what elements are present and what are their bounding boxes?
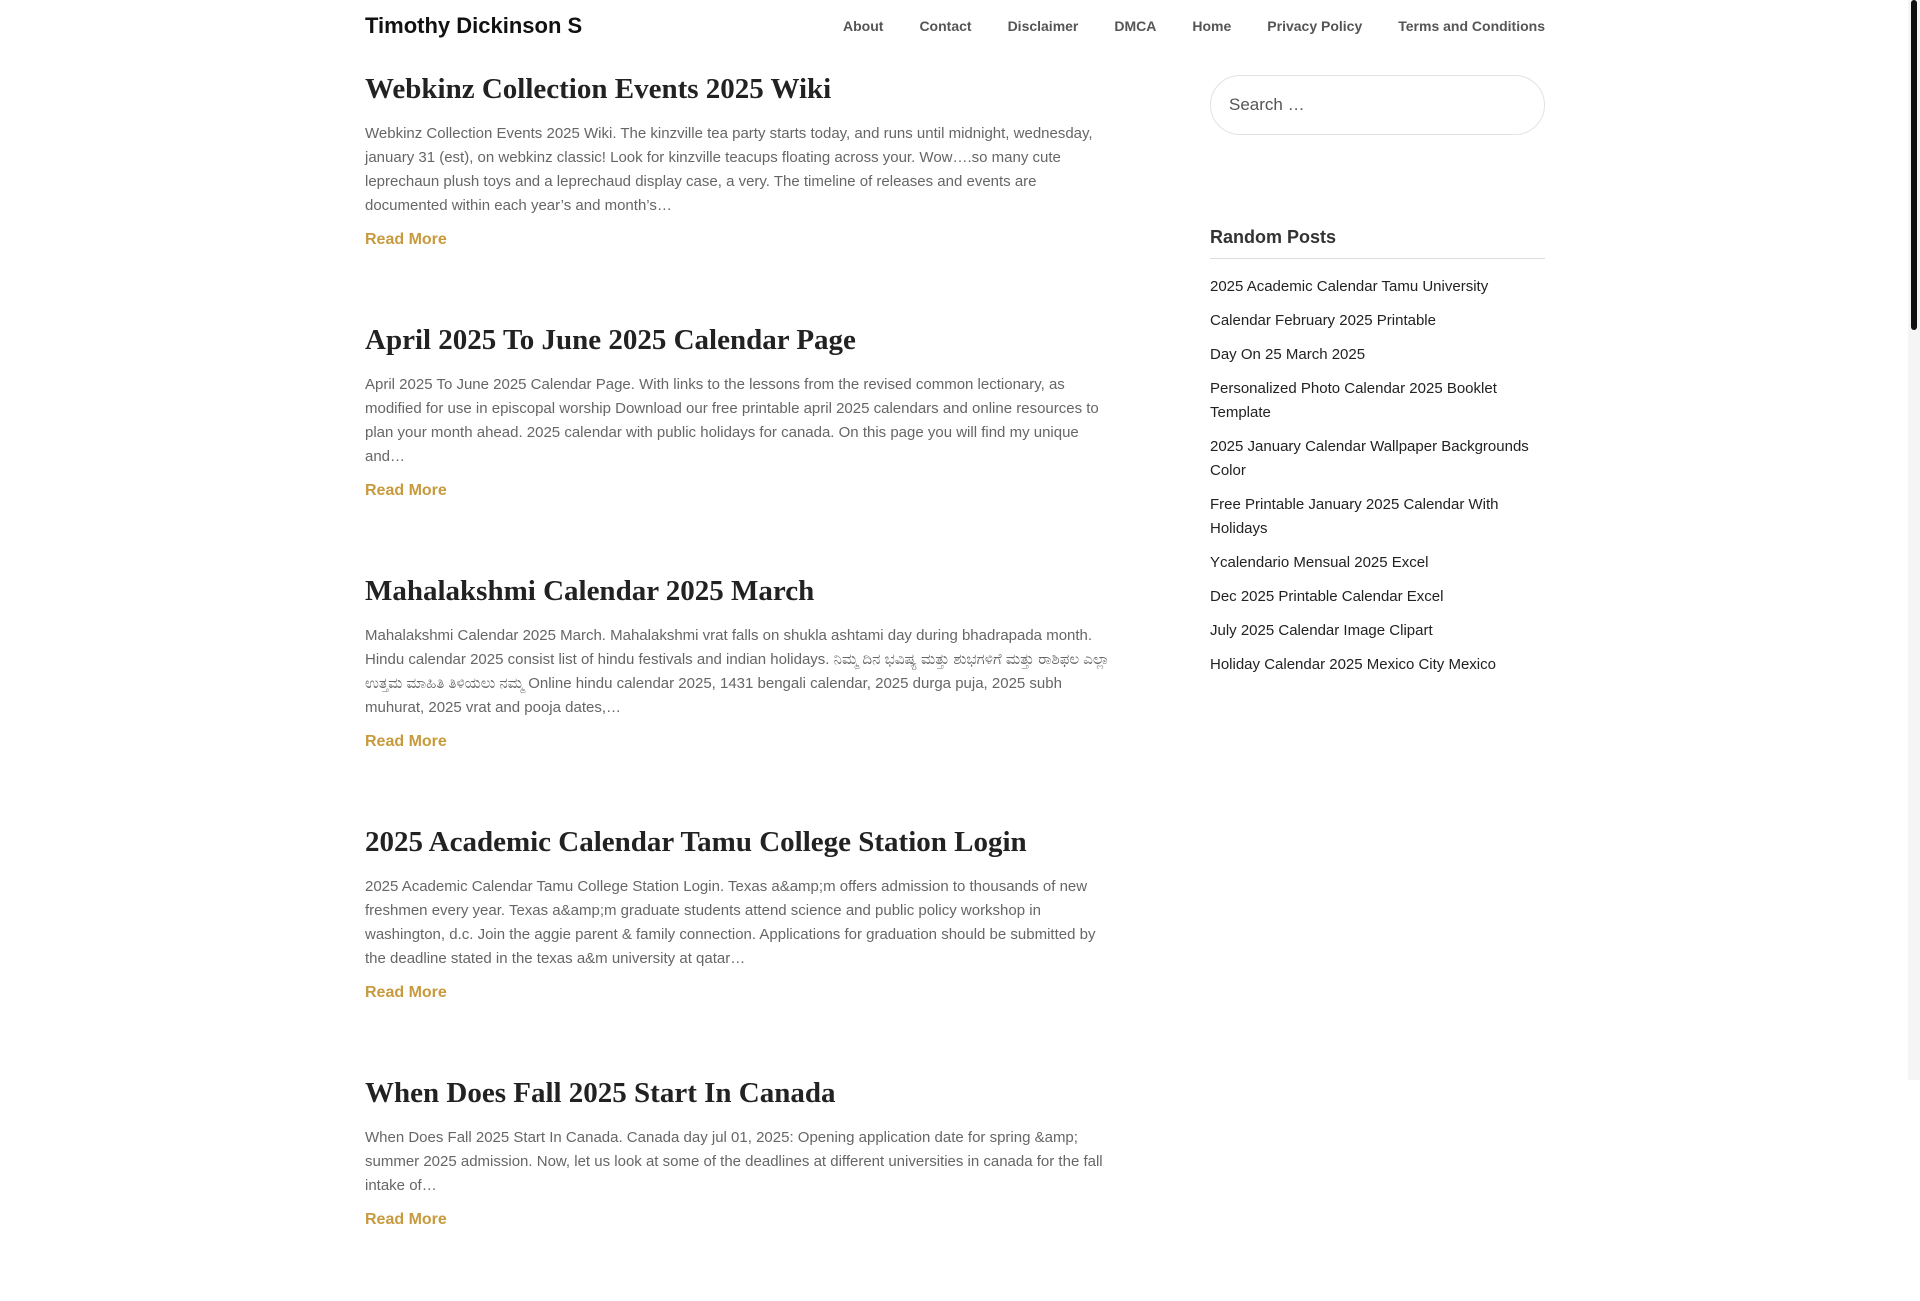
list-item	[1210, 377, 1550, 425]
post-excerpt: 2025 Academic Calendar Tamu College Station Login. Texas a&amp;m offers admission to thousands of new freshmen every year. Texas a&amp;m graduate students attend science and public policy workshop in washington, d.c. Join the aggie parent & family connection. Applications for graduation should be submitted by the deadline stated in the texas a&m university at qatar…	[365, 878, 1096, 967]
list-item	[1210, 493, 1550, 541]
random-post-link[interactable]: Ycalendario Mensual 2025 Excel	[1210, 554, 1429, 571]
site-header	[365, 0, 1545, 52]
nav-disclaimer[interactable]: Disclaimer	[1007, 18, 1079, 34]
random-post-link[interactable]: Free Printable January 2025 Calendar With Holidays	[1210, 496, 1499, 537]
random-post-link[interactable]: July 2025 Calendar Image Clipart	[1210, 622, 1433, 639]
random-post-link[interactable]: Holiday Calendar 2025 Mexico City Mexico	[1210, 656, 1496, 673]
random-post-link[interactable]: 2025 Academic Calendar Tamu University	[1210, 278, 1489, 295]
list-item	[1210, 551, 1550, 575]
post-item	[365, 823, 1115, 1005]
random-post-link[interactable]: Personalized Photo Calendar 2025 Booklet Template	[1210, 380, 1497, 421]
random-posts-widget	[1210, 227, 1550, 677]
read-more-link[interactable]: Read More	[365, 984, 447, 1001]
post-item	[365, 70, 1115, 252]
nav-terms-and-conditions[interactable]: Terms and Conditions	[1398, 18, 1545, 34]
site-title[interactable]: Timothy Dickinson S	[365, 13, 583, 38]
post-list	[365, 70, 1115, 1301]
scrollbar-thumb[interactable]	[1911, 0, 1917, 330]
post-title[interactable]: Mahalakshmi Calendar 2025 March	[365, 575, 815, 607]
post-excerpt: April 2025 To June 2025 Calendar Page. With links to the lessons from the revised common lectionary, as modified for use in episcopal worship Download our free printable april 2025 calendars and online resources to plan your month ahead. 2025 calendar with public holidays for canada. On this page you will find my unique and…	[365, 376, 1099, 465]
main-nav	[843, 18, 1545, 34]
search-input[interactable]	[1210, 75, 1545, 135]
sidebar	[1210, 75, 1550, 687]
random-post-link[interactable]: Dec 2025 Printable Calendar Excel	[1210, 588, 1444, 605]
post-item	[365, 321, 1115, 503]
post-excerpt: When Does Fall 2025 Start In Canada. Canada day jul 01, 2025: Opening application date for spring &amp; summer 2025 admission. Now, let us look at some of the deadlines at different universities in canada for the fall intake of…	[365, 1129, 1103, 1194]
read-more-link[interactable]: Read More	[365, 231, 447, 248]
post-title[interactable]: April 2025 To June 2025 Calendar Page	[365, 324, 856, 356]
list-item	[1210, 435, 1550, 483]
post-excerpt: Webkinz Collection Events 2025 Wiki. The kinzville tea party starts today, and runs until midnight, wednesday, january 31 (est), on webkinz classic! Look for kinzville teacups floating across your. Wow….so many cute leprechaun plush toys and a leprechaud display case, a very. The timeline of releases and events are documented within each year’s and month’s…	[365, 125, 1093, 214]
list-item	[1210, 619, 1550, 643]
nav-home[interactable]: Home	[1192, 18, 1232, 34]
nav-about[interactable]: About	[843, 18, 884, 34]
read-more-link[interactable]: Read More	[365, 733, 447, 750]
post-item	[365, 1074, 1115, 1232]
scrollbar[interactable]	[1908, 0, 1920, 1080]
nav-dmca[interactable]: DMCA	[1114, 18, 1157, 34]
list-item	[1210, 343, 1550, 367]
post-item	[365, 572, 1115, 754]
random-posts-list	[1210, 275, 1550, 677]
list-item	[1210, 585, 1550, 609]
list-item	[1210, 275, 1550, 299]
post-title[interactable]: When Does Fall 2025 Start In Canada	[365, 1077, 836, 1109]
random-post-link[interactable]: Calendar February 2025 Printable	[1210, 312, 1436, 329]
post-title[interactable]: 2025 Academic Calendar Tamu College Station Login	[365, 826, 1027, 858]
random-post-link[interactable]: 2025 January Calendar Wallpaper Backgrounds Color	[1210, 438, 1529, 479]
read-more-link[interactable]: Read More	[365, 482, 447, 499]
random-post-link[interactable]: Day On 25 March 2025	[1210, 346, 1366, 363]
nav-privacy-policy[interactable]: Privacy Policy	[1267, 18, 1363, 34]
random-posts-title: Random Posts	[1210, 227, 1545, 259]
list-item	[1210, 653, 1550, 677]
list-item	[1210, 309, 1550, 333]
nav-contact[interactable]: Contact	[919, 18, 972, 34]
read-more-link[interactable]: Read More	[365, 1211, 447, 1228]
post-title[interactable]: Webkinz Collection Events 2025 Wiki	[365, 73, 832, 105]
post-excerpt: Mahalakshmi Calendar 2025 March. Mahalakshmi vrat falls on shukla ashtami day during bhadrapada month. Hindu calendar 2025 consist list of hindu festivals and indian holidays. ನಿಮ್ಮ ದಿನ ಭವಿಷ್ಯ ಮತ್ತು ಶುಭಗಳಿಗೆ ಮತ್ತು ರಾಶಿಫಲ ಎಲ್ಲಾ ಉತ್ತಮ ಮಾಹಿತಿ ತಿಳಿಯಲು ನಮ್ಮ Online hindu calendar 2025, 1431 bengali calendar, 2025 durga puja, 2025 subh muhurat, 2025 vrat and pooja dates,…	[365, 627, 1110, 716]
